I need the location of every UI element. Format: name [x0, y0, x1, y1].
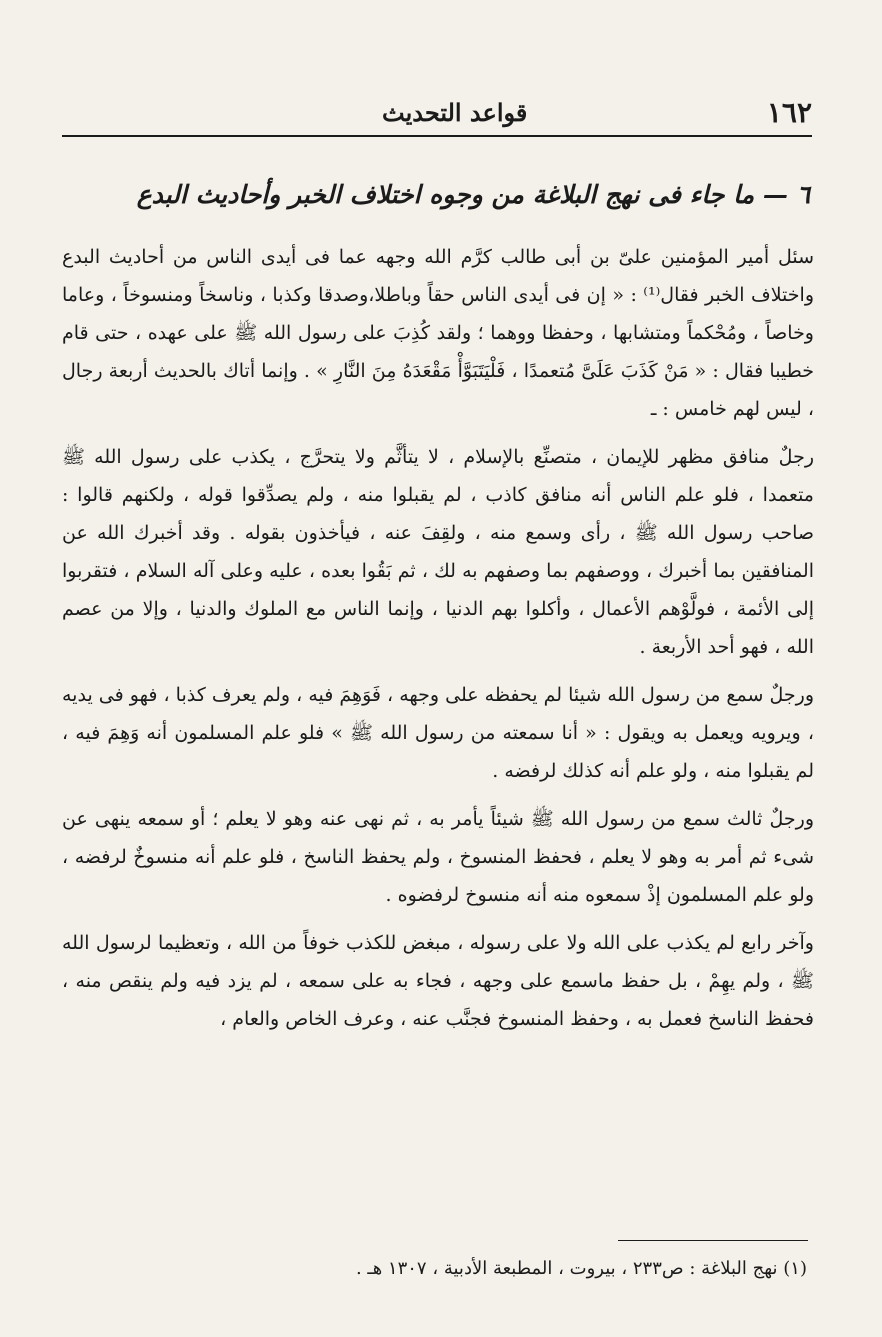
footnote: (١) نهج البلاغة : ص٢٣٣ ، بيروت ، المطبعة الأدبية ، ١٣٠٧ هـ .: [355, 1258, 807, 1279]
running-title: قواعد التحديث: [382, 97, 528, 127]
paragraph: سئل أمير المؤمنين علىّ بن أبى طالب كرَّم الله وجهه عما فى أيدى الناس من أحاديث البدع واختلاف الخبر فقال⁽¹⁾ : « إن فى أيدى الناس حقاً وباطلا،وصدقا وكذبا ، وناسخاً ومنسوخاً ، وعاما وخاصاً ، ومُحْكماً ومتشابها ، وحفظا ووهما ؛ ولقد كُذِبَ على رسول الله ﷺ على عهده ، حتى قام خطيبا فقال : « مَنْ كَذَبَ عَلَىَّ مُتعمدًا ، فَلْيَتَبَوَّأْ مَقْعَدَهُ مِنَ النَّارِ » . وإنما أتاك بالحديث أربعة رجال ، ليس لهم خامس : ـ: [62, 246, 814, 420]
body-text: [62, 238, 814, 1048]
paragraph: ورجلٌ سمع من رسول الله شيئا لم يحفظه على وجهه ، فَوَهِمَ فيه ، ولم يعرف كذبا ، فهو فى يديه ، ويرويه ويعمل به ويقول : « أنا سمعته من رسول الله ﷺ » فلو علم المسلمون أنه وَهِمَ فيه ، لم يقبلوا منه ، ولو علم أنه كذلك لرفضه .: [62, 684, 814, 782]
paragraph: وآخر رابع لم يكذب على الله ولا على رسوله ، مبغض للكذب خوفاً من الله ، وتعظيما لرسول الله ﷺ ، ولم يهِمْ ، بل حفظ ماسمع على وجهه ، فجاء به على سمعه ، لم يزد فيه ولم ينقص منه ، فحفظ الناسخ فعمل به ، وحفظ المنسوخ فجنَّب عنه ، وعرف الخاص والعام ،: [62, 932, 814, 1030]
page-number: ١٦٢: [766, 95, 812, 129]
header-rule: [62, 135, 812, 137]
section-heading: ٦ — ما جاء فى نهج البلاغة من وجوه اختلاف الخبر وأحاديث البدع: [136, 180, 810, 209]
footnote-rule: [618, 1240, 808, 1241]
paragraph: ورجلٌ ثالث سمع من رسول الله ﷺ شيئاً يأمر به ، ثم نهى عنه وهو لا يعلم ؛ أو سمعه ينهى عن شىء ثم أمر به وهو لا يعلم ، فحفظ المنسوخ ، ولم يحفظ الناسخ ، فلو علم أنه منسوخٌ لرفضه ، ولو علم المسلمون إذْ سمعوه منه أنه منسوخ لرفضوه .: [62, 808, 814, 906]
page-header: [62, 92, 812, 132]
paragraph: رجلٌ منافق مظهر للإيمان ، متصنِّع بالإسلام ، لا يتأثَّم ولا يتحرَّج ، يكذب على رسول الله ﷺ متعمدا ، فلو علم الناس أنه منافق كاذب ، لم يقبلوا منه ، ولم يصدِّقوا قوله ، ولكنهم قالوا : صاحب رسول الله ﷺ ، رأى وسمع منه ، ولقِفَ عنه ، فيأخذون بقوله . وقد أخبرك الله عن المنافقين بما أخبرك ، ووصفهم بما وصفهم به لك ، ثم بَقُوا بعده ، عليه وعلى آله السلام ، فتقربوا إلى الأئمة ، فولَّوْهم الأعمال ، وأكلوا بهم الدنيا ، وإنما الناس مع الملوك والدنيا ، وإلا من عصم الله ، فهو أحد الأربعة .: [62, 446, 814, 658]
